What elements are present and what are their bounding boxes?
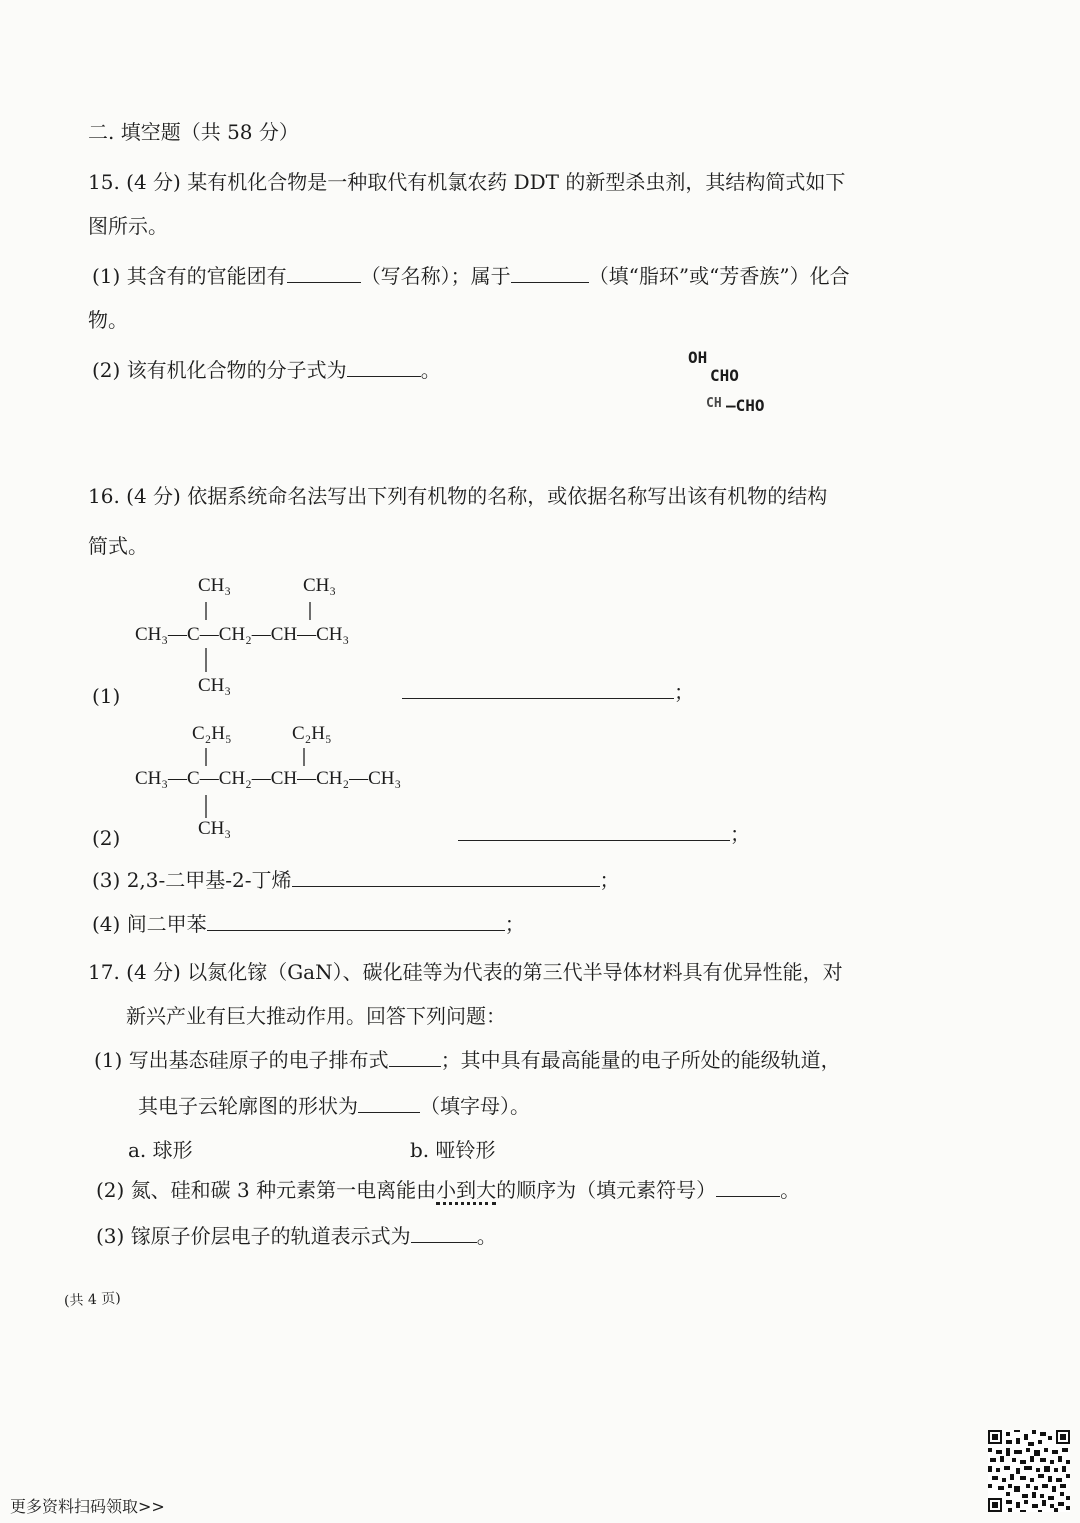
q16-s1-bonds (0, 0, 400, 140)
q16-part3-text: (3) 2,3-二甲基-2-丁烯 (92, 868, 292, 892)
q15-structure-ch-prefix: CH (706, 396, 722, 411)
q17-option-a: a. 球形 (128, 1138, 193, 1162)
q16-s1-main-chain: CH₃—C—CH₂—CH—CH₃ (135, 624, 350, 645)
q16-part2-label: (2) (92, 826, 121, 850)
q17-part2-text-b: 的顺序为（填元素符号） (496, 1178, 717, 1202)
q15-part1-line (92, 262, 850, 290)
q16-stem-line1: 16. (4 分) 依据系统命名法写出下列有机物的名称，或依据名称写出该有机物的结构 (88, 484, 828, 508)
q16-s2-bottom-ch3: CH₃ (198, 818, 232, 839)
q17-option-b: b. 哑铃形 (410, 1138, 496, 1162)
q17-orbital-blank[interactable] (411, 1222, 477, 1243)
section-title: 二. 填空题（共 58 分） (88, 120, 299, 144)
q16-part2-answer-line (458, 820, 750, 848)
q15-structure-oh: OH (688, 348, 708, 367)
q16-part1-answer-line (402, 678, 694, 706)
q17-part3-line (96, 1222, 497, 1250)
q16-s2-bonds (0, 700, 400, 820)
q16-part1-label: (1) (92, 684, 121, 708)
q16-s1-top-ch3-left: CH₃ (198, 575, 232, 596)
q15-part1-line2: 物。 (88, 308, 128, 332)
q17-part2-text-a: (2) 氮、硅和碳 3 种元素第一电离能由 (96, 1178, 437, 1202)
q15-type-blank[interactable] (511, 262, 589, 283)
q17-config-blank[interactable] (389, 1046, 441, 1067)
q16-part2-end: ； (730, 822, 750, 846)
q16-s1-bottom-ch3: CH₃ (198, 675, 232, 696)
q15-part1-text-a: (1) 其含有的官能团有 (92, 264, 287, 288)
q15-stem-line1: 15. (4 分) 某有机化合物是一种取代有机氯农药 DDT 的新型杀虫剂，其结构简式如下 (88, 170, 846, 194)
q15-part1-text-b: （写名称）；属于 (360, 264, 511, 288)
q15-part2-text: (2) 该有机化合物的分子式为 (92, 358, 347, 382)
q16-s2-top-c2h5-right: C₂H₅ (292, 723, 332, 744)
q16-part3-end: ； (599, 868, 620, 892)
q15-part1-text-c: （填“脂环”或“芳香族”）化合 (588, 264, 850, 288)
q15-formula-blank[interactable] (347, 356, 421, 377)
q15-part2-line (92, 356, 441, 384)
q17-part2-end: 。 (780, 1178, 801, 1202)
q16-stem-line2: 简式。 (88, 534, 148, 558)
page-count-note: (共 4 页) (63, 1290, 122, 1310)
q17-part1-text-a: (1) 写出基态硅原子的电子排布式 (94, 1048, 389, 1072)
q16-part4-text: (4) 间二甲苯 (92, 912, 207, 936)
q17-part1-text-d: （填字母）。 (420, 1094, 530, 1118)
q16-part4-blank[interactable] (207, 910, 505, 931)
q16-part4-end: ； (504, 912, 525, 936)
q17-shape-blank[interactable] (358, 1092, 420, 1113)
q16-part3-blank[interactable] (292, 866, 600, 887)
q17-part3-end: 。 (476, 1224, 497, 1248)
q15-structure-cho2: –CHO (726, 396, 765, 415)
q15-part2-end: 。 (420, 358, 441, 382)
q16-s2-main-chain: CH₃—C—CH₂—CH—CH₂—CH₃ (135, 768, 402, 789)
q17-part1-text-c: 其电子云轮廓图的形状为 (138, 1094, 358, 1118)
footer-more-materials[interactable]: 更多资料扫码领取>> (10, 1497, 165, 1516)
q17-part3-text: (3) 镓原子价层电子的轨道表示式为 (96, 1224, 411, 1248)
q17-part1-text-b: ；其中具有最高能量的电子所处的能级轨道， (440, 1048, 841, 1072)
q16-part3-line (92, 866, 620, 894)
q15-structure-cho1: CHO (710, 366, 739, 385)
q17-ionization-blank[interactable] (716, 1176, 780, 1197)
q16-part1-blank[interactable] (402, 678, 674, 699)
q16-part4-line (92, 910, 525, 938)
q16-s1-top-ch3-right: CH₃ (303, 575, 337, 596)
q16-part2-blank[interactable] (458, 820, 730, 841)
q16-part1-end: ； (674, 680, 694, 704)
q17-part1-line2 (138, 1092, 530, 1120)
q17-part1-line (94, 1046, 841, 1074)
q16-s2-top-c2h5-left: C₂H₅ (192, 723, 232, 744)
q15-functional-group-blank[interactable] (287, 262, 361, 283)
qr-code-icon[interactable] (988, 1430, 1070, 1512)
q17-stem-line2: 新兴产业有巨大推动作用。回答下列问题： (126, 1004, 506, 1028)
q17-stem-line1: 17. (4 分) 以氮化镓（GaN）、碳化硅等为代表的第三代半导体材料具有优异性能，对 (88, 960, 843, 984)
q17-part2-emphasis: 小到大 (436, 1178, 496, 1205)
q17-part2-line (96, 1176, 800, 1204)
q15-stem-line2: 图所示。 (88, 214, 168, 238)
